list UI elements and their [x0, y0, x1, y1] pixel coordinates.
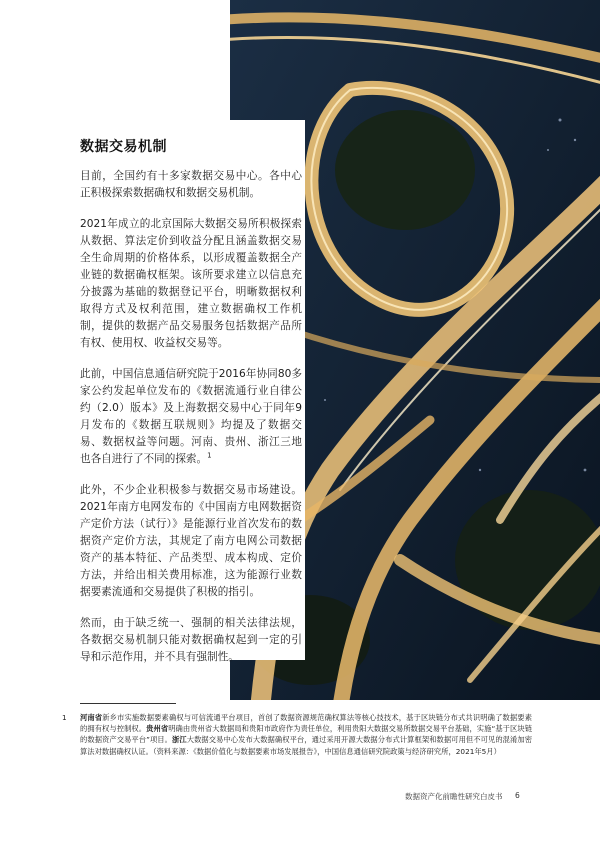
footnote-divider: [80, 703, 176, 704]
paragraph-4: 此外，不少企业积极参与数据交易市场建设。2021年南方电网发布的《中国南方电网数据资产定价方法（试行）》是能源行业首次发布的数据资产定价方法，其规定了南方电网公司数据资产的基本特征、产品类型、成本构成、定价方法，并给出相关费用标准，这为能源行业数据要素流通和交易提供了积极的指引。: [80, 484, 302, 598]
footnote-number: 1: [62, 713, 67, 722]
section-heading: 数据交易机制: [80, 139, 167, 155]
footnote-henan-text: 新乡市实施数据要素确权与可信流通平台项目，首创了数据资源规范确权算法等核心技技术，基于区块链分布式共识明确了数据要素的拥有权与控制权。: [80, 713, 533, 734]
footnote-guizhou-text: 明确由贵州省大数据局和贵阳市政府作为责任单位，利用贵阳大数据交易所数据交易平台基础，实施“基于区块链的数据资产交易平台”项目。: [80, 724, 533, 745]
footer-document-title: 数据资产化前瞻性研究白皮书: [405, 792, 503, 801]
footnote-guizhou-label: 贵州省: [146, 724, 169, 734]
paragraph-1: 目前，全国约有十多家数据交易中心。各中心正积极探索数据确权和数据交易机制。: [80, 170, 302, 199]
paragraph-2: 2021年成立的北京国际大数据交易所积极探索从数据、算法定价到收益分配且涵盖数据交易全生命周期的价格体系，以形成覆盖数据全产业链的数据确权框架。该所要求建立以信息充分披露为基础的数据登记平台，明晰数据权利取得方式及权利范围，建立数据确权工作机制，提供的数据产品交易服务包括数据产品所有权、使用权、收益权交易等。: [80, 218, 302, 349]
footnote-marker[interactable]: 1: [207, 451, 212, 460]
footnote-text: [80, 712, 532, 757]
paragraph-3: [80, 366, 302, 468]
paragraph-5: 然而，由于缺乏统一、强制的相关法律法规，各数据交易机制只能对数据确权起到一定的引导和示范作用，并不具有强制性。: [80, 617, 302, 663]
footnote: [62, 712, 532, 757]
footnote-zhejiang-label: 浙江: [172, 735, 187, 745]
section-body: [80, 168, 302, 680]
paragraph-3-text: 此前，中国信息通信研究院于2016年协同80多家公约发起单位发布的《数据流通行业自律公约（2.0）版本》及上海数据交易中心于同年9月发布的《数据互联规则》均提及了数据交易、数据权益等问题。河南、贵州、浙江三地也各自进行了不同的探索。: [80, 368, 302, 465]
footnote-zhejiang-text: 大数据交易中心发布大数据确权平台，通过采用开源大数据分布式计算框架和数据可用但不可见的混淆加密算法对数据确权认证。（资料来源：《数据价值化与数据要素市场发展报告》，中国信息通信研究院政策与经济研究所，2021年5月）: [80, 735, 533, 756]
page-number: 6: [515, 791, 520, 800]
footnote-henan-label: 河南省: [80, 713, 103, 722]
